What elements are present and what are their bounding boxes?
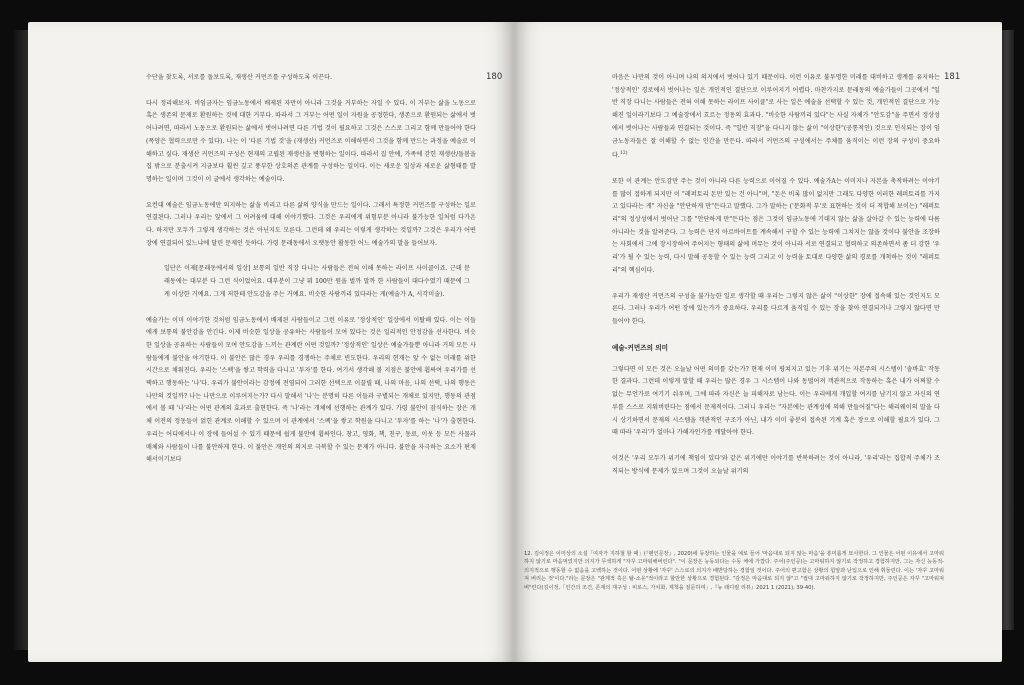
block-quote: 일단은 이제[문래동에서의 일상] 보통의 일반 직장 다니는 사람들은 전혀 이해 못하는 라이프 사이클이죠. 근데 문래동에는 대부분 다 그런 식이었어요. 대부분이 그냥 뭐 100만 원을 벌까 말까 한 사람들이 대다수였기 때문에 그게 이상한 거예요. 그게 저한테 안도감을 주는 거예요. 비슷한 사람끼리 있다라는 게(예술가 A, 시각미술). [164,265,470,298]
paragraph: 다시 정리해보자. 비임금자는 임금노동에서 배제된 자만이 아니라 그것을 거부하는 자일 수 있다. 이 거부는 삶을 노동으로 혹은 생존의 문제로 환원하는 것에 대한 거부다. 따라서 그 거부는 어떤 일이 자원을 공정한다, 생존으로 환원되는 삶에서 벗어나려면, 따라서 노동으로 환원되는 삶에서 벗어나려면 다른 기법 것이 필요하고 그것은 스스로 그리고 함께 만들어야 한다(폭양은 협력으로만 수 있다). 나는 이 '다른 기법 것'을 (재생산) 커먼즈로 이해하면서 그것을 함께 만드는 과정을 예술로 이해하고 싶다. 재생산 커먼즈의 구성은 현재의 고립된 재생산을 변형하는 일이다. 따라서 집 안에, 가족에 갇힌 재생산/돌봄을 집 밖으로 분출시켜 지금보다 훨씬 깊고 풍부한 상호의존 관계를 구성하는 일이다. 이는 새로운 일상과 새로운 삶형태를 발명하는 일이며 그것이 이 글에서 생각하는 예술이다. [146,99,476,183]
paragraph: 우리가 재생산 커먼즈의 구성을 불가능한 일로 생각할 때 우리는 그렇지 않은 삶이 "이상한" 장에 접속해 있는 것인지도 모른다. 그러나 우리가 어떤 장에 있는가가 중요하다. 우리를 다르게 움직일 수 있는 장을 찾아 연결되거나 그렇지 않다면 만들어야 한다. [612,292,940,325]
paragraph: 그렇다면 이 모든 것은 오늘날 어떤 의미를 갖는가? 현재 이미 평쳐지고 있는 기후 위기는 자본주의 시스템이 '솔바효' 작동한 결과다. 그런데 이렇게 말할 때 우리는 많은 경우 그 시스템이 나와 동떨어져 객관적으로 작동하는 혹은 내가 어쩌할 수 없는 무언가로 여기기 쉬우며, 그에 따라 자신은 늘 피해자로 남는다. 이는 우리에게 개입할 여지를 남기지 않고 자신의 연루를 스스로 지워버린다는 점에서 문제적이다. 그러니 우리는 "자본에는 관계성에 의해 만들어질"다는 해리웨이의 말을 다시 상기하면서 문제의 시스템을 객관적인 구조가 아닌, 내가 이미 좋분히 접속된 기계 혹은 장으로 이해할 필요가 있다. 그때 따라 '우리'가 얼마나 가해자인가를 깨달아야 한다. [612,365,940,437]
right-text-column [612,72,940,491]
book-cover-edge-right [1002,30,1014,630]
paragraph: 또한 이 관계는 안도감만 주는 것이 아니라 다른 능력으로 이어질 수 있다. 예술가A는 이미지나 자본을 축적하려는 이야기를 많이 접하게 되지만 이 "레퍼토리 돈만 있는 건 아니"며, "돈은 비록 많이 없지만 그래도 다양한 이러한 레퍼토리를 가지고 있다라는 게" 자신을 "안단하게 만"든다고 말했다. 그가 말하는 ('문화적 부'로 표현하는 것이 더 적합해 보이는) "레퍼토리"의 정상성에서 벗어난 그를 "안단하게 만"든다는 점은 그것이 임금노동에 기대지 않는 삶을 살아갈 수 있는 능력에 다름 아니라는 것을 알려준다. 그 능력은 단지 아르바이트를 계속해서 구할 수 있는 능력에 그치지는 않을 것이다 불안을 조장하는 사회에서 그에 장시장하여 주어지는 형태의 삶에 머무는 것이 아니라 서로 연결되고 협력하고 의존하면서 좀 더 강한 '우리'가 될 수 있는 능력, 다시 말해 공동할 수 있는 능력 그리고 이 능력을 토대로 다양한 삶의 경로를 개척하는 것이 "레퍼토리"의 핵심이다. [612,177,940,274]
paragraph: 예술가는 이미 이야기한 것처럼 임금노동에서 배제된 사람들이고 그런 이유로 '정상적인' 일상에서 이탈해 있다. 이는 이들에게 보통의 불안감을 안긴다. 이제 비슷한 일상을 공유하는 사람들이 모여 있다는 것은 일리적인 안정감을 선사한다. 비슷한 일상을 공유하는 사람들이 모여 안도감을 느끼는 관계란 어떤 것일까? '정상적인' 일상은 예술가들뿐 아니라 거의 모든 사람들에게 불안을 야기한다. 이 불안은 많은 경우 우리를 경쟁하는 주체로 빈도한다. 우리의 현재는 앞 수 없는 미래를 위한 시간으로 채워진다. 우리는 '스펙'을 쌓고 학력을 다니고 '투자'를 한다. 여기서 생각해 볼 지점은 불안에 휩싸여 우리가를 선택하고 행동하는 '나'다. 우리가 불안이라는 감정에 전염되어 그러한 선택으로 이끌릴 때, 나의 마음, 나의 선택, 나의 행동은 나만의 것일까? 나는 나만으로 이루어지는가? 다시 말해서 '나'는 분명히 다른 이들과 구별되는 개체로 있지만, 행동의 관점에서 볼 때 '나'라는 어떤 관계의 효과로 출현한다. 즉 '나'라는 개체에 선행하는 관계가 있다. 가령 불안이 잠식하는 장은 개체 이전의 정동들이 얽힌 관계로 이해할 수 있으며 이 관계에서 '스펙'을 쌓고 학원을 다니고 '투자'를 하는 '나'가 출현한다. 우리는 어디에서나 이 장에 들어설 수 있기 때문에 쉽게 불안에 휩싸인다. 창고, 영화, 책, 친구, 동료, 이웃 등 모든 사물과 매체와 사람들이 나를 불안하게 한다. 이 불안은 개인의 의지로 극복할 수 있는 문제가 아니다. 불안을 자극하는 요소가 편재해서이기보다 [146,316,476,464]
paragraph: 이것은 '우리 모두가 위기에 책임이 있다'와 같은 위기에만 이야기를 반복하려는 것이 아니라, '우리'라는 집합적 주체가 조직되는 방식에 문제가 있으며 그것이 오늘날 위기의 [612,454,940,475]
paragraph [612,72,940,163]
page-number-right: 181 [944,72,961,82]
paragraph-text: 마음은 나만의 것이 아니며 나의 의지에서 벗어나 있기 때문이다. 이런 이유로 불투명한 미래를 대비하고 생계를 유지하는 '정상적인' 경로에서 벗어나는 일은 개인적인 결단으로 이루어지기 어렵다. 마찬가지로 문래동의 예술가들이 그곳에서 "일반 직장 다니는 사람들은 전혀 이해 못하는 라이프 사이클"로 사는 일은 예술을 선택할 수 있는 것, 개인적인 결단으로 가능해진 일이라기보다 그 예술장에서 흐르는 정동의 효과다. "비슷한 사람끼리 있다"는 사실 자체가 "안도감"을 주면서 정상성에서 벗어나는 사람들과 연결되는 것이다. 즉 "일반 직장"을 다니지 않는 삶이 "이상한"(공통적인) 것으로 인식되는 장이 임금노동자들은 잘 이해할 수 없는 인간을 만든다. 따라서 커먼즈의 구성에서는 주체를 움직이는 이런 장의 구성이 중요하다. [612,74,940,160]
left-text-column [146,72,476,480]
right-page [514,22,1002,662]
footnote: 12. 김이정은 이미상의 소설「여자가 지하철 할 때」(『펜인문장』, 2020)에 등장하는 인물을 예로 들어 '마음대로 되지 않는 마음'을 흥미롭게 묘사한다. 그 인물은 어떤 이유에서 고마워하지 않기로 마음먹었지만 의지가 무색하게 "자꾸 고마워해버린다". "이 문장은 능동되다는 수동 체에 가깝다. 주어(주인공)는 고마워하지 않기로 작정하고 경험하지만, 그는 자신 능동적-의지적으로 행동할 수 없음을 고백하는 것이다. 어떤 상황에 '자꾸' 스스로의 의지가 배반당하는 경험일 것이다. 주어의 편고함은 상황의 힘앞과 난입으로 인해 휘둘린다. 이는 '자꾸 고마워져 버리는 것'이다."라는 문장은 "관계적 혹은 탈-소유"적이라고 할만한 상황으로 경험된다. "감정은 마음대로 되지 않"고 "절대 고마워하지 않기로 작정하지만, 주인공은 자꾸 "고마워져 버"린다(김이정,「인간의 조건, 존재의 재구성 : 비로스, 가치화, 계책을 질문하며」,『뉴 래디컬 리뷰』2021 1 (2021), 39-40). [524,551,944,591]
book-cover-edge-left [14,30,28,650]
footnote-marker: 12) [619,151,628,157]
paragraph: 수단을 찾도록, 서로를 돌보도록, 재생산 커먼즈를 구성하도록 이끈다. [146,74,333,81]
left-page [28,22,514,662]
page-number-left: 180 [486,72,503,82]
section-heading: 예술-커먼즈의 의미 [612,343,668,352]
paragraph: 요컨대 예술은 임금노동에만 의지하는 삶을 비리고 다른 삶의 양식을 만드는 일이다. 그래서 특정한 커먼즈를 구성하는 일로 연결된다. 그러나 우리는 앞에서 그 어려움에 대해 이야기했다. 그것은 우리에게 위험부분 아니라 불가능한 일처럼 다가온다. 하지만 모두가 그렇게 생각하는 것은 아닌지도 모른다. 그런데 왜 우리는 이렇게 생각하는 것일까? 그것은 우리가 어떤 장에 연결되어 있느냐에 달린 문제인 듯하다. 가령 문래동에서 오랫동안 활동한 어느 예술가의 말을 들어보자. [146,201,476,247]
